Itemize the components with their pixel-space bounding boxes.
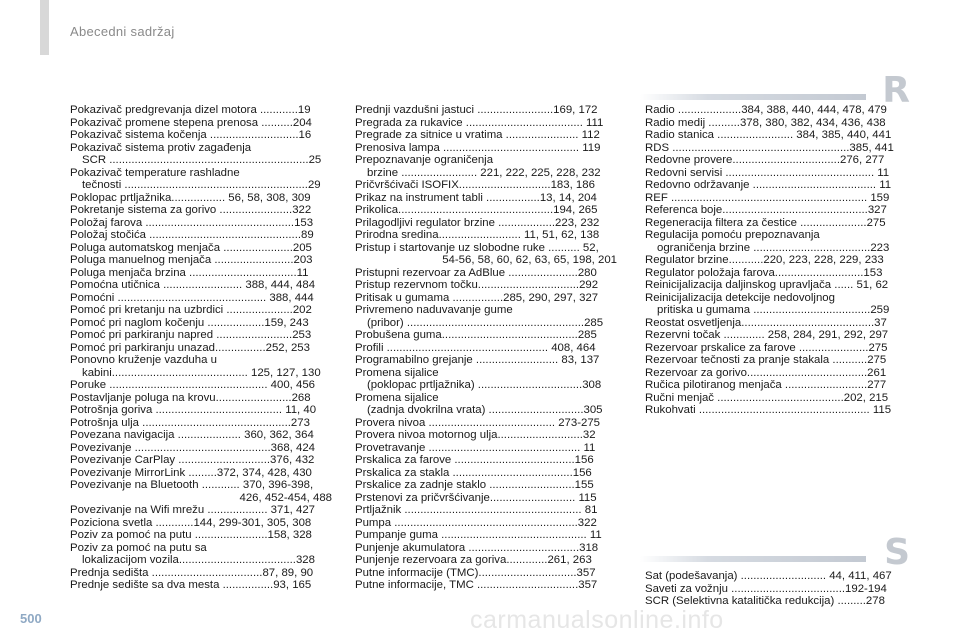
index-entry: Provetravanje ................................................ 11	[355, 441, 596, 454]
index-entry: Radio stanica ........................ 384, 385, 440, 441	[645, 129, 892, 141]
index-entry: Redovno održavanje ....................................... 11	[645, 179, 892, 191]
index-entry: Punjenje rezervoara za goriva.............261, 263	[355, 554, 592, 566]
watermark: carmanualsonline.info	[470, 606, 724, 634]
index-entry: Pristup i startovanje uz slobodne ruke .......... 52,	[355, 241, 599, 254]
index-entry: Putne informacije, TMC ................................357	[355, 579, 598, 591]
index-entry: Pomoćni ............................................... 388, 444	[70, 291, 314, 304]
index-entry: Ručica pilotiranog menjača ..........................277	[645, 379, 887, 391]
index-column-1	[70, 104, 332, 592]
index-entry: Povezivanje MirrorLink .........372, 374, 428, 430	[70, 466, 312, 479]
index-entry: Prikolica.................................................194, 265	[355, 204, 598, 216]
index-entry: Reinicijalizacija daljinskog upravljača ...... 51, 62	[645, 279, 889, 291]
index-entry: Povezivanje ...........................................368, 424	[70, 441, 316, 454]
index-entry: Prilagodljivi regulator brzine ..................223, 232	[355, 216, 600, 229]
index-entry: Provera nivoa motornog ulja...........................32	[355, 429, 596, 441]
index-entry: Poklopac prtljažnika................. 56, 58, 308, 309	[70, 191, 311, 204]
index-entry: Probušena guma...........................................285	[355, 329, 597, 341]
index-entry: Reinicijalizacija detekcije nedovoljnog	[645, 291, 835, 304]
index-entry: Reostat osvetljenja..........................................37	[645, 316, 887, 329]
index-column-4	[645, 570, 907, 608]
index-entry: Poluga manuelnog menjača .........................203	[70, 254, 313, 266]
index-entry: 426, 452-454, 488	[239, 491, 332, 504]
index-entry: Programabilno grejanje .......................... 83, 137	[355, 354, 600, 366]
index-entry: Položaj stočića ................................................89	[70, 229, 314, 241]
index-entry: Regulator brzine...........220, 223, 228, 229, 233	[645, 254, 884, 266]
index-entry: Povezivanje CarPlay .............................376, 432	[70, 454, 315, 466]
index-entry: (poklopac prtljažnika) .................................308	[367, 379, 602, 391]
index-entry: pritiska u gumama .....................................259	[657, 304, 890, 316]
index-entry: Pregrada za rukavice ..................................... 111	[355, 116, 604, 129]
section-letter-s: S	[884, 532, 910, 573]
index-entry: Pritisak u gumama ................285, 290, 297, 327	[355, 291, 599, 304]
section-marker-bar	[640, 94, 866, 100]
index-entry: Poziv za pomoć na putu .......................158, 328	[70, 529, 312, 541]
index-entry: Promena sijalice	[355, 366, 439, 379]
index-entry: Ponovno kruženje vazduha u	[70, 354, 217, 366]
index-entry: Regulator položaja farova............................153	[645, 266, 883, 279]
page-number: 500	[20, 611, 42, 626]
index-entry: Pomoć pri parkiranju napred ........................253	[70, 329, 312, 341]
index-entry: Pristup rezervnom točku................................292	[355, 279, 599, 291]
index-entry: (pribor) ........................................................285	[367, 316, 604, 329]
index-entry: Prepoznavanje ograničenja	[355, 154, 494, 166]
index-entry: Poziciona svetla ............144, 299-301, 305, 308	[70, 516, 312, 529]
index-entry: Poziv za pomoć na putu sa	[70, 541, 207, 554]
index-entry: Postavljanje poluga na krovu........................268	[70, 391, 311, 404]
index-entry: tečnosti ..........................................................29	[82, 179, 321, 191]
index-entry: Provera nivoa ........................................ 273-275	[355, 416, 600, 429]
index-entry: Pregrade za sitnice u vratima ....................... 112	[355, 129, 600, 141]
index-entry: Povezivanje na Wifi mrežu ................... 371, 427	[70, 504, 316, 516]
section-marker-bar	[640, 556, 866, 562]
index-entry: Prikaz na instrument tabli .................13, 14, 204	[355, 191, 597, 204]
index-entry: Rezervoar tečnosti za pranje stakala ...........275	[645, 354, 887, 366]
index-entry: Pokazivač sistema kočenja ............................16	[70, 129, 312, 141]
index-entry: Rezervni točak ............. 258, 284, 291, 292, 297	[645, 329, 889, 341]
index-entry: Sat (podešavanja) ........................... 44, 411, 467	[645, 570, 892, 582]
index-entry: REF .............................................................. 159	[645, 191, 890, 204]
index-entry: Pumpanje guma .............................................. 11	[355, 529, 602, 541]
index-entry: Poruke .................................................. 400, 456	[70, 379, 315, 391]
index-entry: Regulacija pomoću prepoznavanja	[645, 229, 820, 241]
index-entry: SCR ...............................................................25	[82, 154, 322, 166]
index-entry: Ručni menjač ........................................202, 215	[645, 391, 889, 404]
index-entry: Prednji vazdušni jastuci ........................169, 172	[355, 104, 598, 116]
index-entry: kabini........................................... 125, 127, 130	[82, 366, 321, 379]
index-entry: Pumpa ..........................................................322	[355, 516, 597, 529]
index-entry: Potrošnja goriva ........................................ 11, 40	[70, 404, 317, 416]
index-entry: Pomoć pri naglom kočenju ..................159, 243	[70, 316, 309, 329]
index-entry: Pomoćna utičnica ......................... 388, 444, 484	[70, 279, 316, 291]
index-entry: Referenca boje..............................................327	[645, 204, 887, 216]
index-entry: Povezana navigacija .................... 360, 362, 364	[70, 429, 314, 441]
index-entry: Privremeno naduvavanje gume	[355, 304, 513, 316]
index-entry: Prskalica za stakla ......................................156	[355, 466, 592, 479]
index-entry: SCR (Selektivna katalitička redukcija) .........278	[645, 595, 885, 607]
page-header: Abecedni sadržaj	[70, 24, 175, 39]
index-entry: Regeneracija filtera za čestice .....................275	[645, 216, 886, 229]
index-entry: Rukohvati ...................................................... 115	[645, 404, 892, 416]
index-entry: Pokazivač promene stepena prenosa ..........204	[70, 116, 312, 129]
index-entry: Prskalica za farove ......................................156	[355, 454, 594, 466]
index-entry: Pokazivač sistema protiv zagađenja	[70, 141, 252, 154]
index-entry: Radio ....................384, 388, 440, 444, 478, 479	[645, 104, 887, 116]
index-entry: Redovni servisi ............................................... 11	[645, 166, 890, 179]
index-entry: Rezervoar za gorivo......................................261	[645, 366, 887, 379]
index-column-3	[645, 104, 907, 417]
index-entry: Poluga menjača brzina ..................................11	[70, 266, 309, 279]
index-entry: Prstenovi za pričvršćivanje........................... 115	[355, 491, 597, 504]
index-entry: brzine ........................ 221, 222, 225, 228, 232	[367, 166, 601, 179]
index-entry: Prskalice za zadnje staklo ...........................155	[355, 479, 594, 491]
section-letter-r: R	[882, 70, 910, 111]
index-entry: lokalizacijom vozila.....................................328	[82, 554, 315, 566]
index-entry: Pomoć pri kretanju na uzbrdici .....................202	[70, 304, 312, 316]
index-entry: RDS ........................................................385, 441	[645, 141, 894, 154]
corner-accent-bar	[40, 0, 49, 55]
index-entry: Prednja sedišta ...................................87, 89, 90	[70, 566, 314, 579]
index-entry: Profili ................................................... 408, 464	[355, 341, 596, 354]
index-entry: Promena sijalice	[355, 391, 439, 404]
index-entry: Putne informacije (TMC)...............................357	[355, 566, 596, 579]
index-column-2	[355, 104, 617, 592]
index-entry: ograničenja brzine .....................................223	[657, 241, 890, 254]
index-entry: Pokazivač temperature rashladne	[70, 166, 240, 179]
index-entry: Pričvršćivači ISOFIX.............................183, 186	[355, 179, 595, 191]
index-entry: Povezivanje na Bluetooth ............ 370, 396-398,	[70, 479, 314, 491]
index-entry: Pokazivač predgrevanja dizel motora ............19	[70, 104, 311, 116]
index-entry: Pomoć pri parkiranju unazad................252, 253	[70, 341, 310, 354]
index-entry: Poluga automatskog menjača ......................205	[70, 241, 312, 254]
index-entry: Rezervoar prskalice za farove ......................275	[645, 341, 888, 354]
index-entry: Položaj farova ...............................................153	[70, 216, 314, 229]
index-entry: Redovne provere..................................276, 277	[645, 154, 885, 166]
index-entry: 54-56, 58, 60, 62, 63, 65, 198, 201	[442, 254, 617, 266]
index-entry: Radio medij ..........378, 380, 382, 434, 436, 438	[645, 116, 886, 129]
index-entry: (zadnja dvokrilna vrata) ..............................305	[367, 404, 603, 416]
index-entry: Prirodna sredina.......................... 11, 51, 62, 138	[355, 229, 600, 241]
index-entry: Pristupni rezervoar za AdBlue ......................280	[355, 266, 597, 279]
index-entry: Punjenje akumulatora ...................................318	[355, 541, 599, 554]
index-entry: Potrošnja ulja ...............................................273	[70, 416, 310, 429]
index-entry: Prednje sedište sa dva mesta ................93, 165	[70, 579, 312, 591]
index-entry: Saveti za vožnju ....................................192-194	[645, 582, 887, 595]
index-entry: Prtljažnik ........................................................ 81	[355, 504, 598, 516]
index-entry: Pokretanje sistema za gorivo .......................322	[70, 204, 312, 216]
index-entry: Prenosiva lampa ........................................... 119	[355, 141, 601, 154]
